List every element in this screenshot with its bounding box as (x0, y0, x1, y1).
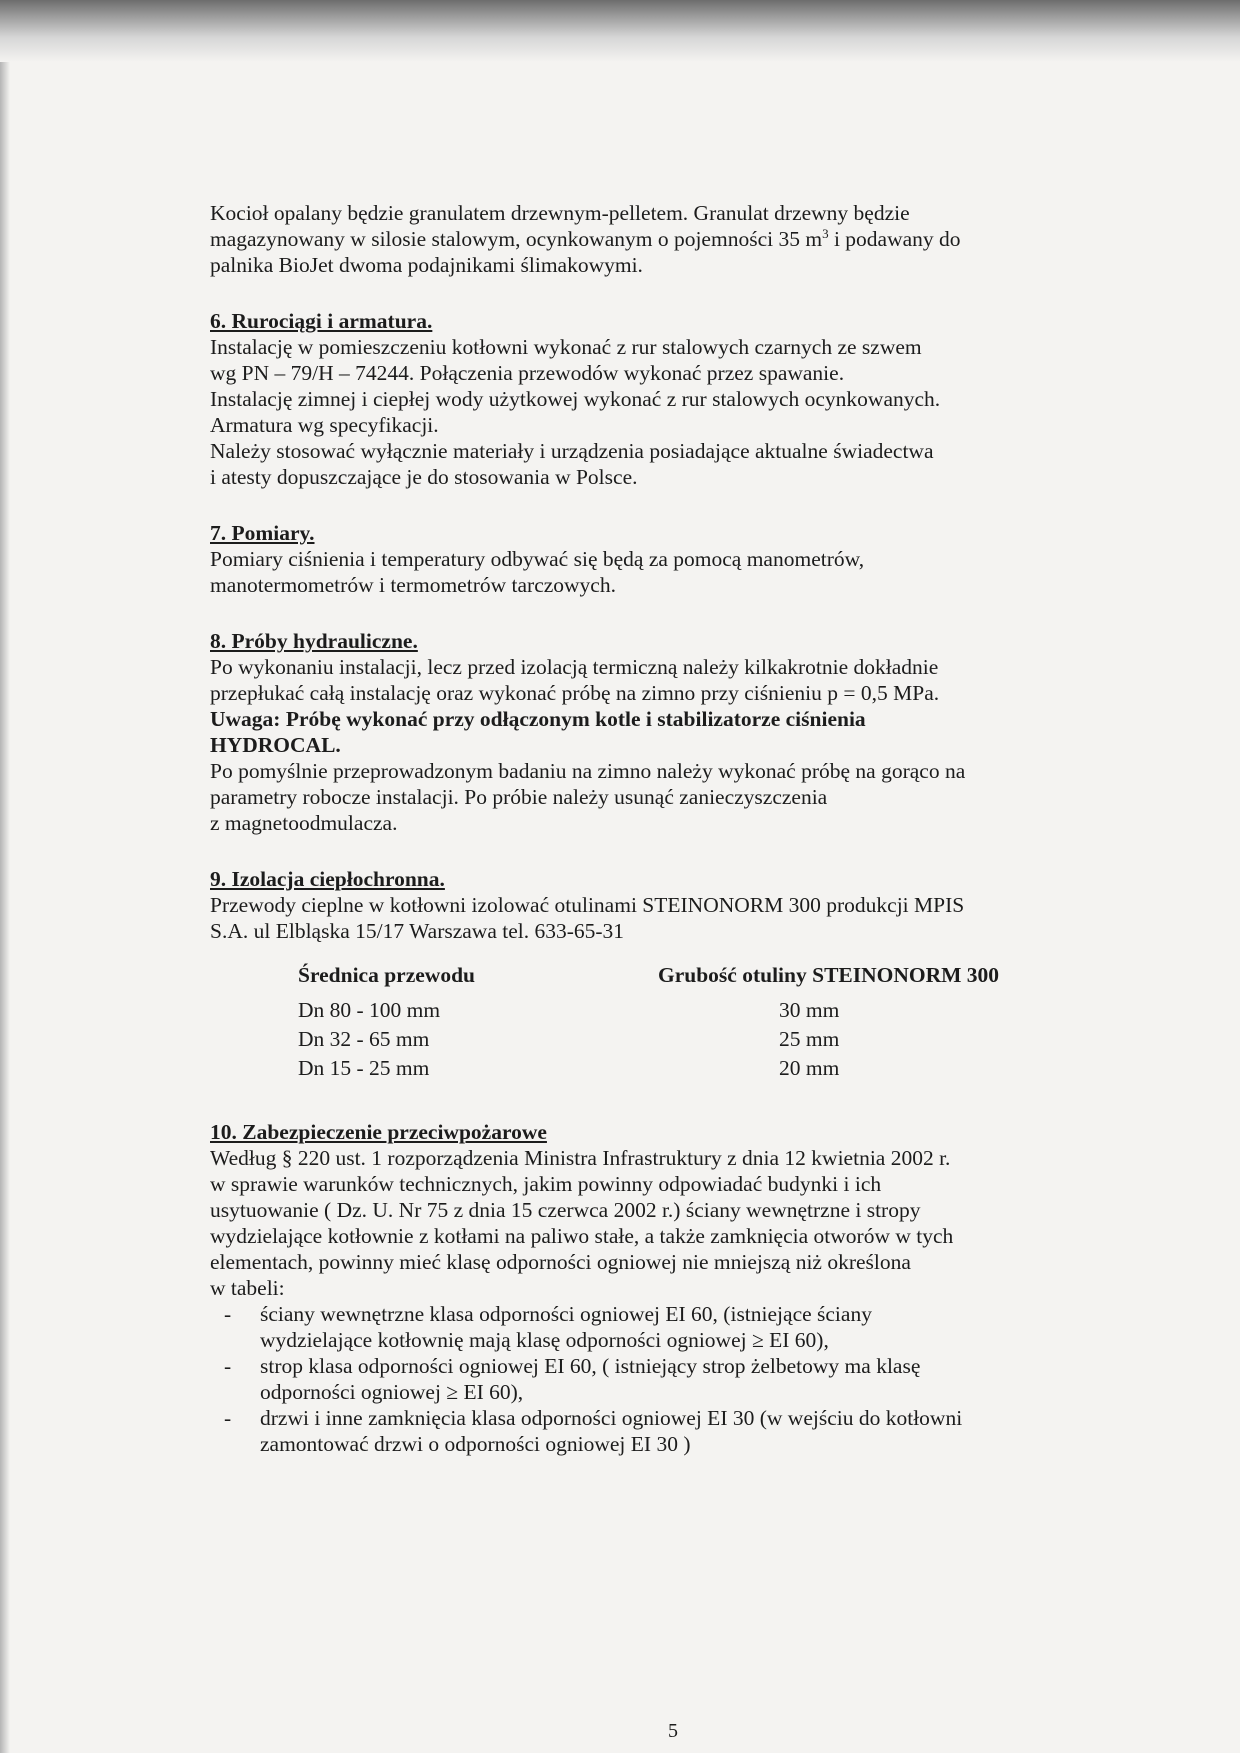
section-6-line: Należy stosować wyłącznie materiały i urządzenia posiadające aktualne świadectwa (210, 439, 934, 463)
table-cell: Dn 32 - 65 mm (298, 1027, 430, 1051)
document-page (210, 200, 1110, 1487)
section-6-title: 6. Rurociągi i armatura. (210, 309, 433, 333)
list-item-line: strop klasa odporności ogniowej EI 60, ( istniejący strop żelbetowy ma klasę (260, 1354, 921, 1378)
list-item-line: wydzielające kotłownię mają klasę odporności ogniowej ≥ EI 60), (260, 1328, 829, 1352)
section-6-line: Instalację w pomieszczeniu kotłowni wykonać z rur stalowych czarnych ze szwem (210, 335, 922, 359)
section-9 (210, 866, 1110, 944)
section-6-line: Instalację zimnej i ciepłej wody użytkowej wykonać z rur stalowych ocynkowanych. (210, 387, 941, 411)
section-10-line: elementach, powinny mieć klasę odporności ogniowej nie mniejszą niż określona (210, 1250, 911, 1274)
section-10-line: w tabeli: (210, 1276, 285, 1300)
page-number: 5 (668, 1720, 678, 1742)
section-10 (210, 1119, 1110, 1457)
section-7-line: Pomiary ciśnienia i temperatury odbywać się będą za pomocą manometrów, (210, 547, 865, 571)
section-8-line: Po pomyślnie przeprowadzonym badaniu na zimno należy wykonać próbę na gorąco na (210, 759, 966, 783)
list-item (210, 1353, 1110, 1405)
section-8 (210, 628, 1110, 836)
section-7-line: manotermometrów i termometrów tarczowych. (210, 573, 616, 597)
scan-edge (0, 62, 10, 1753)
list-item-line: zamontować drzwi o odporności ogniowej EI 30 ) (260, 1432, 691, 1456)
section-8-line: Po wykonaniu instalacji, lecz przed izolacją termiczną należy kilkakrotnie dokładnie (210, 655, 939, 679)
section-8-title: 8. Próby hydrauliczne. (210, 629, 418, 653)
section-9-line: Przewody cieplne w kotłowni izolować otulinami STEINONORM 300 produkcji MPIS (210, 893, 965, 917)
section-7-title: 7. Pomiary. (210, 521, 315, 545)
list-item (210, 1301, 1110, 1353)
section-9-title: 9. Izolacja ciepłochronna. (210, 867, 445, 891)
intro-line: Kocioł opalany będzie granulatem drzewnym-pelletem. Granulat drzewny będzie (210, 201, 910, 225)
bullet-dash: - (224, 1406, 232, 1430)
section-10-line: wydzielające kotłownie z kotłami na paliwo stałe, a także zamknięcia otworów w tych (210, 1224, 954, 1248)
table-column-diameter (298, 962, 658, 1083)
table-column-thickness (658, 962, 1058, 1083)
list-item-line: drzwi i inne zamknięcia klasa odporności ogniowej EI 30 (w wejściu do kotłowni (260, 1406, 963, 1430)
section-8-warning: HYDROCAL. (210, 733, 341, 757)
section-8-line: przepłukać całą instalację oraz wykonać próbę na zimno przy ciśnieniu p = 0,5 MPa. (210, 681, 940, 705)
section-8-line: parametry robocze instalacji. Po próbie należy usunąć zanieczyszczenia (210, 785, 828, 809)
insulation-table (298, 962, 1058, 1083)
intro-line: palnika BioJet dwoma podajnikami ślimakowymi. (210, 253, 643, 277)
bullet-dash: - (224, 1354, 232, 1378)
section-6-line: Armatura wg specyfikacji. (210, 413, 439, 437)
table-cell: 30 mm (779, 998, 840, 1022)
section-10-line: w sprawie warunków technicznych, jakim powinny odpowiadać budynki i ich (210, 1172, 882, 1196)
intro-paragraph (210, 200, 1110, 278)
table-cell: 25 mm (779, 1027, 840, 1051)
section-10-title: 10. Zabezpieczenie przeciwpożarowe (210, 1120, 547, 1144)
list-item-line: odporności ogniowej ≥ EI 60), (260, 1380, 524, 1404)
section-10-line: Według § 220 ust. 1 rozporządzenia Ministra Infrastruktury z dnia 12 kwietnia 2002 r. (210, 1146, 951, 1170)
list-item (210, 1405, 1110, 1457)
section-7 (210, 520, 1110, 598)
bullet-dash: - (224, 1302, 232, 1326)
section-10-line: usytuowanie ( Dz. U. Nr 75 z dnia 15 czerwca 2002 r.) ściany wewnętrzne i stropy (210, 1198, 921, 1222)
section-6 (210, 308, 1110, 490)
superscript: 3 (822, 225, 829, 241)
fire-class-list (210, 1301, 1110, 1457)
table-header: Średnica przewodu (298, 963, 475, 987)
section-8-warning: Uwaga: Próbę wykonać przy odłączonym kotle i stabilizatorze ciśnienia (210, 707, 866, 731)
table-cell: Dn 80 - 100 mm (298, 998, 441, 1022)
section-6-line: i atesty dopuszczające je do stosowania w Polsce. (210, 465, 638, 489)
section-6-line: wg PN – 79/H – 74244. Połączenia przewodów wykonać przez spawanie. (210, 361, 845, 385)
section-8-line: z magnetoodmulacza. (210, 811, 398, 835)
table-cell: Dn 15 - 25 mm (298, 1056, 430, 1080)
scan-shadow (0, 0, 1240, 62)
section-9-line: S.A. ul Elbląska 15/17 Warszawa tel. 633-65-31 (210, 919, 625, 943)
list-item-line: ściany wewnętrzne klasa odporności ogniowej EI 60, (istniejące ściany (260, 1302, 872, 1326)
table-cell: 20 mm (779, 1056, 840, 1080)
intro-line: magazynowany w silosie stalowym, ocynkowanym o pojemności 35 $m^3$ i podawany do (210, 225, 961, 251)
table-header: Grubość otuliny STEINONORM 300 (658, 963, 1000, 987)
